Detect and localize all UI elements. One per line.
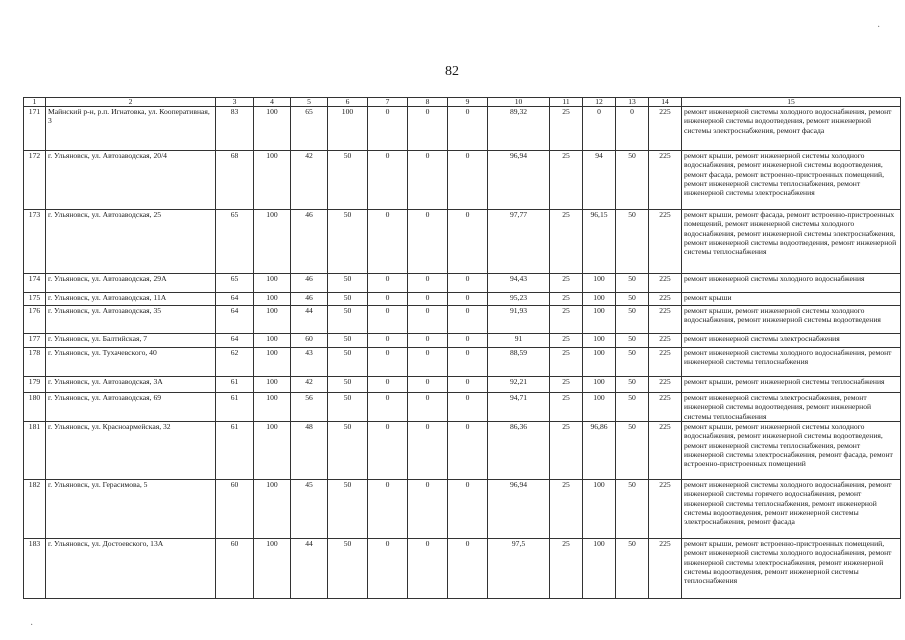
value-cell: 0 [448, 539, 488, 599]
address-cell: г. Ульяновск, ул. Автозаводская, 3А [46, 377, 216, 393]
value-cell: 100 [583, 377, 616, 393]
value-cell: 225 [649, 377, 682, 393]
address-cell: г. Ульяновск, ул. Автозаводская, 20/4 [46, 151, 216, 210]
value-cell: 0 [408, 480, 448, 539]
row-number-cell: 177 [24, 334, 46, 348]
value-cell: 25 [550, 210, 583, 274]
value-cell: 225 [649, 293, 682, 306]
table-row [24, 348, 901, 377]
value-cell: 25 [550, 539, 583, 599]
row-number-cell: 179 [24, 377, 46, 393]
value-cell: 92,21 [488, 377, 550, 393]
value-cell: 42 [291, 151, 328, 210]
value-cell: 97,77 [488, 210, 550, 274]
works-cell: ремонт крыши, ремонт инженерной системы холодного водоснабжения, ремонт инженерной системы водоотведения [682, 306, 901, 334]
value-cell: 0 [408, 348, 448, 377]
works-cell: ремонт крыши, ремонт инженерной системы теплоснабжения [682, 377, 901, 393]
row-number-cell: 180 [24, 393, 46, 422]
value-cell: 0 [408, 422, 448, 480]
value-cell: 100 [254, 210, 291, 274]
table-row [24, 334, 901, 348]
header-row [24, 98, 901, 107]
value-cell: 225 [649, 107, 682, 151]
value-cell: 50 [616, 480, 649, 539]
value-cell: 94 [583, 151, 616, 210]
value-cell: 61 [216, 377, 254, 393]
value-cell: 50 [328, 393, 368, 422]
value-cell: 100 [254, 274, 291, 293]
value-cell: 50 [616, 306, 649, 334]
value-cell: 0 [408, 306, 448, 334]
col-header: 15 [682, 98, 901, 107]
page-number: 82 [445, 64, 459, 79]
works-cell: ремонт инженерной системы холодного водоснабжения, ремонт инженерной системы горячего водоснабжения, ремонт инженерной системы теплоснабжения, ремонт инженерной системы водоотведения, ремонт инженерной системы электроснабжения, ремонт фасада [682, 480, 901, 539]
row-number-cell: 176 [24, 306, 46, 334]
value-cell: 0 [368, 348, 408, 377]
value-cell: 44 [291, 539, 328, 599]
value-cell: 50 [328, 480, 368, 539]
address-cell: г. Ульяновск, ул. Балтийская, 7 [46, 334, 216, 348]
value-cell: 225 [649, 306, 682, 334]
value-cell: 0 [368, 393, 408, 422]
value-cell: 0 [408, 293, 448, 306]
value-cell: 0 [448, 377, 488, 393]
table-row [24, 293, 901, 306]
value-cell: 100 [254, 480, 291, 539]
row-number-cell: 183 [24, 539, 46, 599]
value-cell: 0 [448, 334, 488, 348]
table-row [24, 274, 901, 293]
value-cell: 100 [254, 151, 291, 210]
value-cell: 100 [583, 293, 616, 306]
address-cell: г. Ульяновск, ул. Герасимова, 5 [46, 480, 216, 539]
value-cell: 100 [254, 306, 291, 334]
value-cell: 65 [291, 107, 328, 151]
value-cell: 50 [616, 210, 649, 274]
value-cell: 50 [328, 274, 368, 293]
value-cell: 0 [408, 151, 448, 210]
address-cell: г. Ульяновск, ул. Автозаводская, 29А [46, 274, 216, 293]
value-cell: 100 [254, 348, 291, 377]
repair-priority-table [23, 97, 901, 599]
value-cell: 94,43 [488, 274, 550, 293]
value-cell: 0 [368, 377, 408, 393]
value-cell: 25 [550, 480, 583, 539]
value-cell: 0 [448, 348, 488, 377]
value-cell: 0 [448, 151, 488, 210]
value-cell: 0 [368, 274, 408, 293]
value-cell: 25 [550, 422, 583, 480]
address-cell: г. Ульяновск, ул. Автозаводская, 35 [46, 306, 216, 334]
table-row [24, 306, 901, 334]
value-cell: 100 [254, 377, 291, 393]
value-cell: 100 [254, 334, 291, 348]
value-cell: 50 [328, 306, 368, 334]
value-cell: 62 [216, 348, 254, 377]
value-cell: 50 [616, 334, 649, 348]
value-cell: 0 [408, 377, 448, 393]
value-cell: 225 [649, 393, 682, 422]
row-number-cell: 175 [24, 293, 46, 306]
value-cell: 46 [291, 293, 328, 306]
value-cell: 95,23 [488, 293, 550, 306]
table-row [24, 107, 901, 151]
value-cell: 50 [616, 393, 649, 422]
value-cell: 0 [368, 293, 408, 306]
value-cell: 61 [216, 393, 254, 422]
value-cell: 68 [216, 151, 254, 210]
address-cell: г. Ульяновск, ул. Красноармейская, 32 [46, 422, 216, 480]
col-header: 14 [649, 98, 682, 107]
value-cell: 96,94 [488, 480, 550, 539]
value-cell: 50 [616, 348, 649, 377]
value-cell: 25 [550, 107, 583, 151]
value-cell: 50 [328, 348, 368, 377]
value-cell: 50 [328, 422, 368, 480]
value-cell: 0 [448, 293, 488, 306]
value-cell: 100 [583, 480, 616, 539]
col-header: 5 [291, 98, 328, 107]
works-cell: ремонт крыши [682, 293, 901, 306]
value-cell: 46 [291, 210, 328, 274]
row-number-cell: 181 [24, 422, 46, 480]
value-cell: 25 [550, 377, 583, 393]
value-cell: 100 [583, 274, 616, 293]
value-cell: 0 [368, 306, 408, 334]
value-cell: 100 [254, 293, 291, 306]
value-cell: 96,15 [583, 210, 616, 274]
value-cell: 50 [616, 274, 649, 293]
table-row [24, 377, 901, 393]
value-cell: 225 [649, 210, 682, 274]
value-cell: 225 [649, 480, 682, 539]
value-cell: 50 [616, 422, 649, 480]
row-number-cell: 171 [24, 107, 46, 151]
value-cell: 0 [448, 306, 488, 334]
value-cell: 100 [583, 348, 616, 377]
table-row [24, 151, 901, 210]
col-header: 12 [583, 98, 616, 107]
value-cell: 25 [550, 393, 583, 422]
value-cell: 25 [550, 348, 583, 377]
value-cell: 61 [216, 422, 254, 480]
value-cell: 65 [216, 210, 254, 274]
scan-speck: · [30, 620, 34, 631]
value-cell: 0 [368, 151, 408, 210]
value-cell: 100 [583, 334, 616, 348]
value-cell: 43 [291, 348, 328, 377]
value-cell: 86,36 [488, 422, 550, 480]
col-header: 9 [448, 98, 488, 107]
value-cell: 0 [408, 539, 448, 599]
value-cell: 100 [583, 393, 616, 422]
value-cell: 50 [616, 293, 649, 306]
value-cell: 100 [254, 422, 291, 480]
value-cell: 65 [216, 274, 254, 293]
value-cell: 96,94 [488, 151, 550, 210]
table-row [24, 210, 901, 274]
address-cell: г. Ульяновск, ул. Автозаводская, 69 [46, 393, 216, 422]
value-cell: 225 [649, 151, 682, 210]
value-cell: 46 [291, 274, 328, 293]
value-cell: 0 [368, 210, 408, 274]
address-cell: Майнский р-н, р.п. Игнатовка, ул. Кооперативная, 3 [46, 107, 216, 151]
value-cell: 97,5 [488, 539, 550, 599]
value-cell: 0 [368, 107, 408, 151]
value-cell: 60 [216, 480, 254, 539]
value-cell: 50 [328, 377, 368, 393]
value-cell: 25 [550, 334, 583, 348]
value-cell: 0 [448, 210, 488, 274]
address-cell: г. Ульяновск, ул. Достоевского, 13А [46, 539, 216, 599]
value-cell: 50 [328, 293, 368, 306]
works-cell: ремонт инженерной системы холодного водоснабжения, ремонт инженерной системы водоотведения, ремонт инженерной системы электроснабжения, ремонт фасада [682, 107, 901, 151]
value-cell: 0 [368, 480, 408, 539]
value-cell: 0 [448, 480, 488, 539]
value-cell: 0 [408, 334, 448, 348]
value-cell: 91 [488, 334, 550, 348]
value-cell: 50 [328, 151, 368, 210]
value-cell: 225 [649, 274, 682, 293]
row-number-cell: 174 [24, 274, 46, 293]
col-header: 7 [368, 98, 408, 107]
col-header: 8 [408, 98, 448, 107]
row-number-cell: 178 [24, 348, 46, 377]
value-cell: 225 [649, 348, 682, 377]
address-cell: г. Ульяновск, ул. Автозаводская, 25 [46, 210, 216, 274]
value-cell: 0 [448, 422, 488, 480]
col-header: 3 [216, 98, 254, 107]
value-cell: 0 [408, 107, 448, 151]
value-cell: 25 [550, 306, 583, 334]
col-header: 11 [550, 98, 583, 107]
scan-speck: · [877, 22, 881, 33]
value-cell: 25 [550, 151, 583, 210]
value-cell: 0 [368, 539, 408, 599]
value-cell: 48 [291, 422, 328, 480]
address-cell: г. Ульяновск, ул. Тухачевского, 40 [46, 348, 216, 377]
value-cell: 0 [448, 393, 488, 422]
works-cell: ремонт крыши, ремонт фасада, ремонт встроенно-пристроенных помещений, ремонт инженерной системы холодного водоснабжения, ремонт инженерной системы электроснабжения, ремонт инженерной системы водоотведения, ремонт инженерной системы теплоснабжения [682, 210, 901, 274]
value-cell: 100 [583, 539, 616, 599]
value-cell: 25 [550, 293, 583, 306]
value-cell: 96,86 [583, 422, 616, 480]
address-cell: г. Ульяновск, ул. Автозаводская, 11А [46, 293, 216, 306]
works-cell: ремонт инженерной системы холодного водоснабжения [682, 274, 901, 293]
value-cell: 83 [216, 107, 254, 151]
value-cell: 0 [408, 210, 448, 274]
value-cell: 44 [291, 306, 328, 334]
value-cell: 0 [616, 107, 649, 151]
col-header: 1 [24, 98, 46, 107]
value-cell: 100 [254, 539, 291, 599]
col-header: 4 [254, 98, 291, 107]
value-cell: 50 [328, 210, 368, 274]
value-cell: 0 [448, 274, 488, 293]
table-row [24, 393, 901, 422]
col-header: 10 [488, 98, 550, 107]
col-header: 13 [616, 98, 649, 107]
value-cell: 25 [550, 274, 583, 293]
value-cell: 89,32 [488, 107, 550, 151]
value-cell: 0 [583, 107, 616, 151]
value-cell: 0 [368, 334, 408, 348]
works-cell: ремонт крыши, ремонт инженерной системы холодного водоснабжения, ремонт инженерной системы водоотведения, ремонт фасада, ремонт встроенно-пристроенных помещений, ремонт инженерной системы теплоснабжения, ремонт инженерной системы электроснабжения [682, 151, 901, 210]
col-header: 6 [328, 98, 368, 107]
row-number-cell: 182 [24, 480, 46, 539]
value-cell: 64 [216, 293, 254, 306]
value-cell: 225 [649, 422, 682, 480]
row-number-cell: 172 [24, 151, 46, 210]
table-row [24, 422, 901, 480]
works-cell: ремонт инженерной системы электроснабжения [682, 334, 901, 348]
table-row [24, 480, 901, 539]
value-cell: 50 [616, 151, 649, 210]
value-cell: 56 [291, 393, 328, 422]
value-cell: 64 [216, 334, 254, 348]
value-cell: 50 [616, 377, 649, 393]
value-cell: 100 [254, 393, 291, 422]
row-number-cell: 173 [24, 210, 46, 274]
works-cell: ремонт крыши, ремонт инженерной системы холодного водоснабжения, ремонт инженерной системы водоотведения, ремонт инженерной системы теплоснабжения, ремонт инженерной системы электроснабжения, ремонт фасада, ремонт встроенно-пристроенных помещений [682, 422, 901, 480]
value-cell: 0 [408, 274, 448, 293]
value-cell: 0 [448, 107, 488, 151]
value-cell: 50 [328, 539, 368, 599]
value-cell: 94,71 [488, 393, 550, 422]
value-cell: 50 [616, 539, 649, 599]
value-cell: 0 [368, 422, 408, 480]
value-cell: 88,59 [488, 348, 550, 377]
col-header: 2 [46, 98, 216, 107]
value-cell: 225 [649, 539, 682, 599]
works-cell: ремонт инженерной системы электроснабжения, ремонт инженерной системы водоотведения, ремонт инженерной системы теплоснабжения [682, 393, 901, 422]
value-cell: 45 [291, 480, 328, 539]
value-cell: 50 [328, 334, 368, 348]
value-cell: 60 [216, 539, 254, 599]
works-cell: ремонт крыши, ремонт встроенно-пристроенных помещений, ремонт инженерной системы холодного водоснабжения, ремонт инженерной системы электроснабжения, ремонт инженерной системы водоотведения, ремонт инженерной системы теплоснабжения [682, 539, 901, 599]
value-cell: 91,93 [488, 306, 550, 334]
value-cell: 100 [254, 107, 291, 151]
value-cell: 42 [291, 377, 328, 393]
value-cell: 64 [216, 306, 254, 334]
table-row [24, 539, 901, 599]
value-cell: 225 [649, 334, 682, 348]
works-cell: ремонт инженерной системы холодного водоснабжения, ремонт инженерной системы теплоснабжения [682, 348, 901, 377]
value-cell: 100 [583, 306, 616, 334]
value-cell: 100 [328, 107, 368, 151]
value-cell: 60 [291, 334, 328, 348]
value-cell: 0 [408, 393, 448, 422]
